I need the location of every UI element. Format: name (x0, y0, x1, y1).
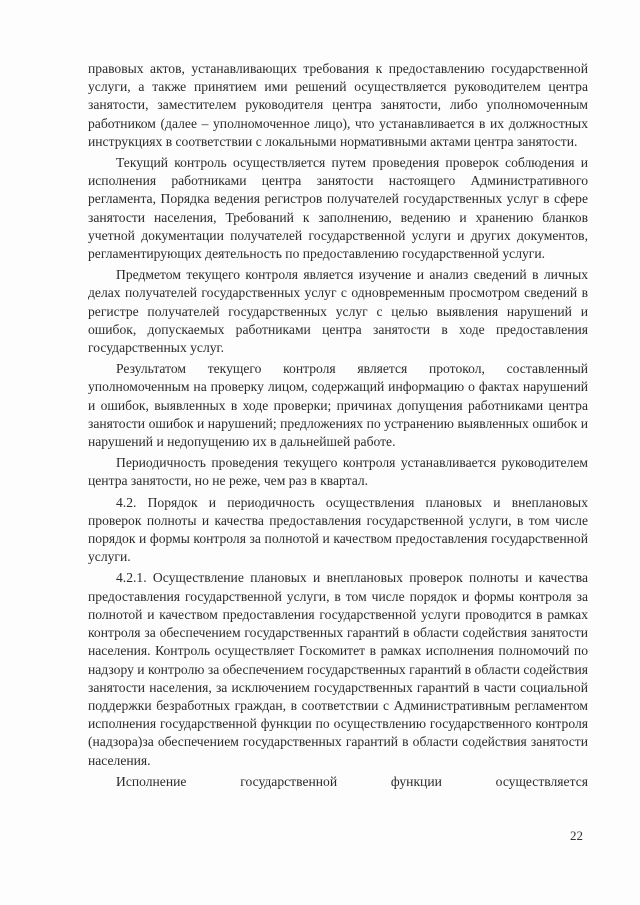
document-body (88, 60, 588, 794)
paragraph-control-periodicity: Периодичность проведения текущего контроля устанавливается руководителем центра занятости, но не реже, чем раз в квартал. (88, 455, 588, 489)
paragraph-control-subject: Предметом текущего контроля является изучение и анализ сведений в личных делах получателей государственных услуг с одновременным просмотром сведений в регистре получателей государственных услуг с целью выявления нарушений и ошибок, допускаемых работниками центра занятости в ходе предоставления государственных услуг. (88, 267, 588, 356)
page-number: 22 (570, 828, 583, 843)
paragraph-current-control: Текущий контроль осуществляется путем проведения проверок соблюдения и исполнения работниками центра занятости настоящего Административного регламента, Порядка ведения регистров получателей государственных услуг в сфере занятости населения, Требований к заполнению, ведению и хранению бланков учетной документации получателей государственной услуги и других документов, регламентирующих деятельность по предоставлению государственной услуги. (88, 155, 588, 262)
paragraph-control-result: Результатом текущего контроля является протокол, составленный уполномоченным на проверку лицом, содержащий информацию о фактах нарушений и ошибок, выявленных в ходе проверки; причинах допущения работниками центра занятости ошибок и нарушений; предложениях по устранению выявленных ошибок и нарушений и недопущению их в дальнейшей работе. (88, 361, 588, 450)
paragraph-continuation: правовых актов, устанавливающих требования к предоставлению государственной услуги, а также принятием ими решений осуществляется руководителем центра занятости, заместителем руководителя центра занятости, либо уполномоченным работником (далее – уполномоченное лицо), что устанавливается в их должностных инструкциях в соответствии с локальными нормативными актами центра занятости. (88, 61, 588, 149)
paragraph-section-4-2-1: 4.2.1. Осуществление плановых и внеплановых проверок полноты и качества предоставления государственной услуги, в том числе порядок и формы контроля за полнотой и качеством предоставления государственной услуги проводится в рамках контроля за обеспечением государственных гарантий в области содействия занятости населения. Контроль осуществляет Госкомитет в рамках исполнения полномочий по надзору и контролю за обеспечением государственных гарантий в области содействия занятости населения, за исключением государственных гарантий в части социальной поддержки безработных граждан, в соответствии с Административным регламентом исполнения государственной функции по осуществлению государственного контроля (надзора)за обеспечением государственных гарантий в области содействия занятости населения. (88, 570, 588, 768)
paragraph-function-execution: Исполнение государственной функции осуществляется (116, 773, 588, 789)
paragraph-section-4-2: 4.2. Порядок и периодичность осуществления плановых и внеплановых проверок полноты и качества предоставления государственной услуги, в том числе порядок и формы контроля за полнотой и качеством предоставления государственной услуги. (88, 494, 588, 565)
